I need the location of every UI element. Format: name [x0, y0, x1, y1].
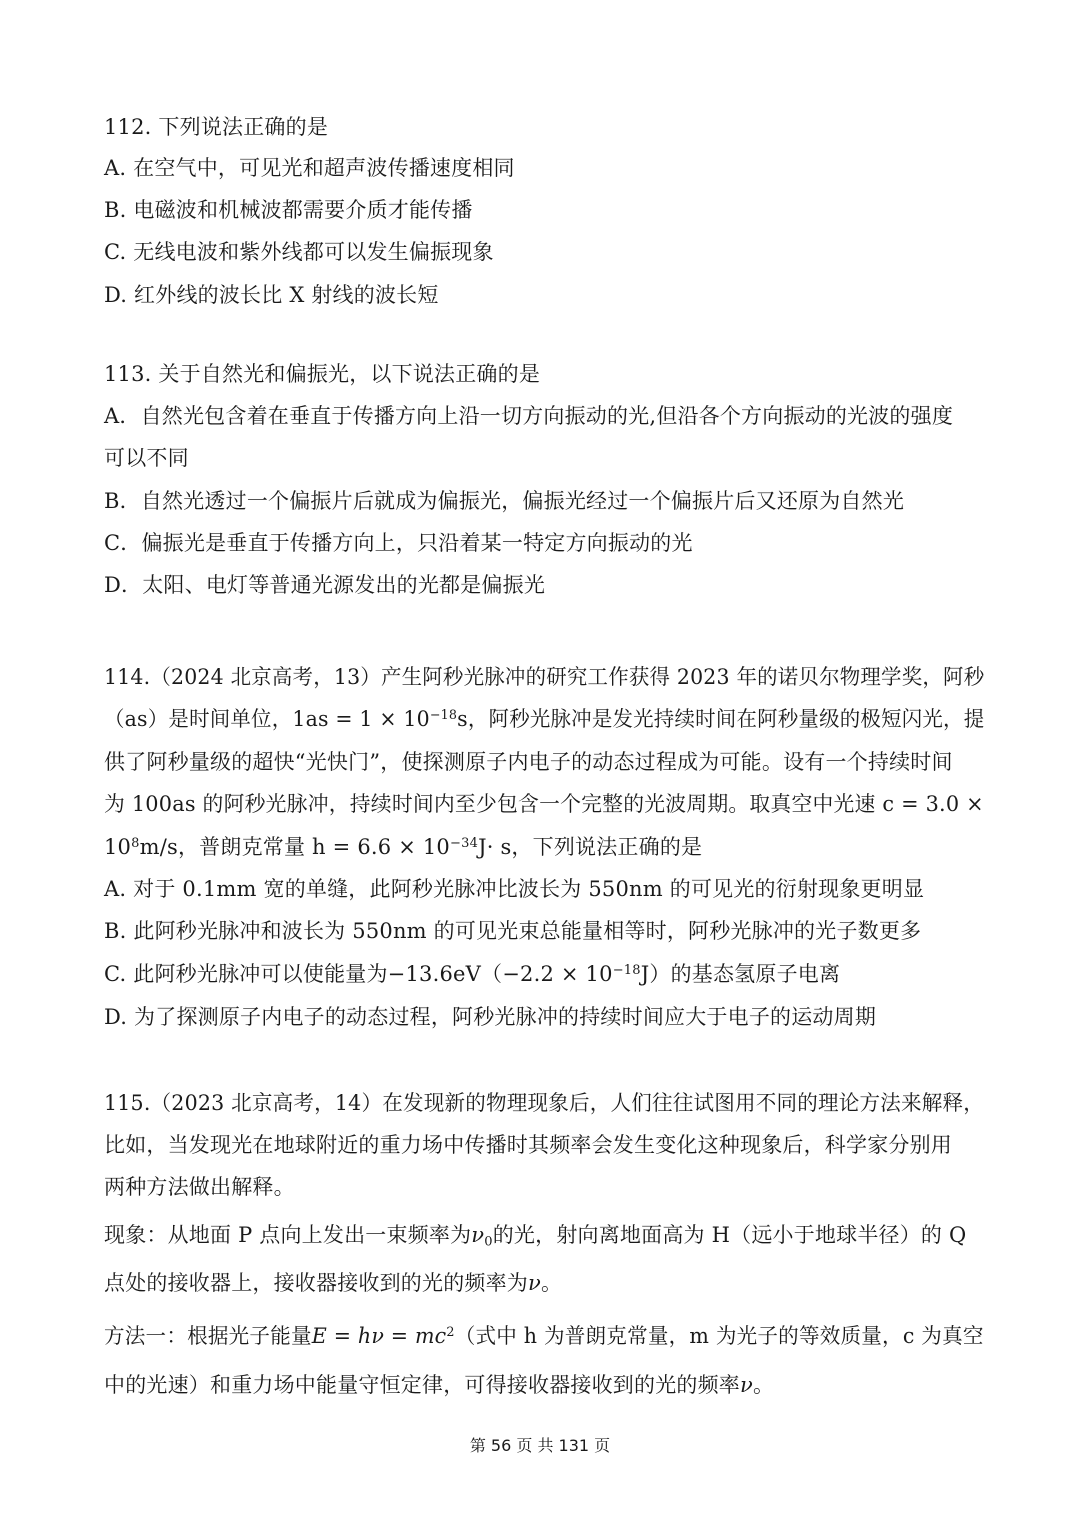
- q113-option-c: C．偏振光是垂直于传播方向上，只沿着某一特定方向振动的光: [104, 531, 693, 555]
- q114-stem-line2: [104, 704, 985, 734]
- q115-method1-a: 方法一：根据光子能量: [104, 1324, 312, 1348]
- q112-stem: 112. 下列说法正确的是: [104, 115, 329, 139]
- q114-option-b: B. 此阿秒光脉冲和波长为 550nm 的可见光束总能量相等时，阿秒光脉冲的光子数更多: [104, 919, 922, 943]
- q115-method1-line2: [104, 1370, 984, 1400]
- q115-stem-line1: 115.（2023 北京高考，14）在发现新的物理现象后，人们往往试图用不同的理论方法来解释，: [104, 1091, 985, 1115]
- q115-nu-symbol: ν: [528, 1271, 541, 1295]
- q112-option-d: D. 红外线的波长比 X 射线的波长短: [104, 283, 439, 307]
- q115-energy-formula: E = hν = mc: [311, 1324, 447, 1348]
- q115-stem-line3: 两种方法做出解释。: [104, 1175, 295, 1199]
- q114-stem-line5-a: 10: [104, 835, 132, 859]
- q114-stem-line1: 114.（2024 北京高考，13）产生阿秒光脉冲的研究工作获得 2023 年的诺贝尔物理学奖，阿秒: [104, 665, 985, 689]
- q115-nu-subscript: 0: [484, 1234, 493, 1250]
- q112-option-a: A. 在空气中，可见光和超声波传播速度相同: [104, 156, 515, 180]
- q115-method1-c: 中的光速）和重力场中能量守恒定律，可得接收器接收到的光的频率: [104, 1373, 740, 1397]
- q114-option-a: A. 对于 0.1mm 宽的单缝，此阿秒光脉冲比波长为 550nm 的可见光的衍射现象更明显: [104, 877, 925, 901]
- q114-stem-line5-b: m/s，普朗克常量 h = 6.6 × 10: [139, 835, 450, 859]
- q115-method1-d: 。: [752, 1373, 775, 1397]
- q114-stem-line5-c: J· s，下列说法正确的是: [478, 835, 703, 859]
- q113-option-a-line1: A．自然光包含着在垂直于传播方向上沿一切方向振动的光,但沿各个方向振动的光波的强度: [104, 404, 954, 428]
- q113-option-b: B．自然光透过一个偏振片后就成为偏振光，偏振光经过一个偏振片后又还原为自然光: [104, 489, 905, 513]
- q114-stem-line2-a: （as）是时间单位，1as = 1 × 10: [104, 707, 430, 731]
- q115-phenomenon-a: 现象：从地面 P 点向上发出一束频率为: [104, 1223, 472, 1247]
- q114-option-d: D. 为了探测原子内电子的动态过程，阿秒光脉冲的持续时间应大于电子的运动周期: [104, 1005, 877, 1029]
- q113-stem: 113. 关于自然光和偏振光，以下说法正确的是: [104, 362, 541, 386]
- q115-stem-line2: 比如，当发现光在地球附近的重力场中传播时其频率会发生变化这种现象后，科学家分别用: [104, 1133, 952, 1157]
- q115-phenomenon-d: 。: [540, 1271, 563, 1295]
- q114-exponent: −34: [450, 835, 479, 851]
- q115-phenomenon-b: 的光，射向离地面高为 H（远小于地球半径）的 Q: [492, 1223, 967, 1247]
- q114-stem-line2-b: s，阿秒光脉冲是发光持续时间在阿秒量级的极短闪光，提: [457, 707, 985, 731]
- q113-option-a-line2: 可以不同: [104, 446, 189, 470]
- q114-stem-line3: 供了阿秒量级的超快“光快门”，使探测原子内电子的动态过程成为可能。设有一个持续时间: [104, 750, 953, 774]
- q114-stem-line4: 为 100as 的阿秒光脉冲，持续时间内至少包含一个完整的光波周期。取真空中光速 c = 3.0 ×: [104, 792, 984, 816]
- q115-phenomenon-c: 点处的接收器上，接收器接收到的光的频率为: [104, 1271, 528, 1295]
- q115-formula-exponent: 2: [446, 1324, 455, 1340]
- q112-option-c: C. 无线电波和紫外线都可以发生偏振现象: [104, 240, 494, 264]
- q115-nu-symbol: ν: [471, 1223, 485, 1247]
- q114-stem-line5: [104, 832, 984, 862]
- q115-phenomenon-line1: [104, 1220, 984, 1250]
- page-number-footer: 第 56 页 共 131 页: [469, 1436, 611, 1455]
- q115-phenomenon-line2: [104, 1268, 984, 1298]
- q114-option-c: [104, 959, 984, 989]
- q114-exponent: −18: [429, 707, 458, 723]
- q114-option-c-b: J）的基态氢原子电离: [640, 962, 841, 986]
- q113-option-d: D．太阳、电灯等普通光源发出的光都是偏振光: [104, 573, 546, 597]
- q115-nu-symbol: ν: [740, 1373, 753, 1397]
- q114-exponent: −18: [612, 962, 641, 978]
- q114-option-c-a: C. 此阿秒光脉冲可以使能量为−13.6eV（−2.2 × 10: [104, 962, 613, 986]
- q112-option-b: B. 电磁波和机械波都需要介质才能传播: [104, 198, 473, 222]
- q114-exponent: 8: [131, 835, 140, 851]
- q115-method1-line1: [104, 1321, 984, 1351]
- q115-method1-b: （式中 h 为普朗克常量，m 为光子的等效质量，c 为真空: [454, 1324, 984, 1348]
